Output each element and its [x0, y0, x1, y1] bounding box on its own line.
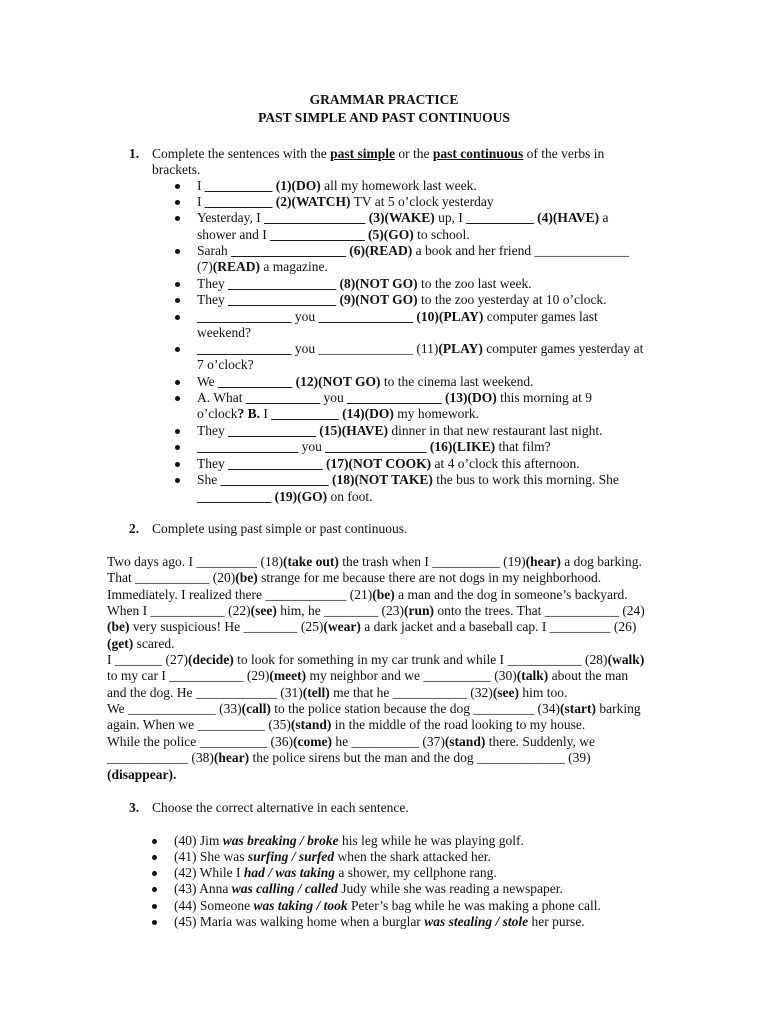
paragraph-line [107, 619, 636, 635]
text-segment: (43) Anna [174, 881, 232, 896]
text-segment: (7) [197, 259, 213, 274]
verb-prompt: __________ (1)(DO) [204, 178, 321, 193]
answer-choices: was calling / called [231, 881, 338, 896]
verb-prompt: ______________ (10)(PLAY) [318, 309, 484, 324]
text-segment: onto the trees. That ___________ (24) [433, 603, 645, 618]
list-item [197, 390, 592, 406]
bullet-icon [152, 855, 157, 860]
text-segment: strange for me because there are not dogs in my neighborhood. [257, 570, 602, 585]
instruction-underlined: past simple [330, 146, 395, 161]
text-segment: the bus to work this morning. She [432, 472, 619, 487]
bullet-icon [175, 249, 180, 254]
paragraph-line [107, 554, 642, 570]
text-segment: Yesterday, I [197, 210, 265, 225]
text-segment: you [298, 439, 326, 454]
text-segment: him too. [519, 685, 568, 700]
text-segment: barking [595, 701, 641, 716]
text-segment: very suspicious! He ________ (25) [129, 619, 324, 634]
instruction-text: Complete the sentences with the [152, 146, 331, 161]
text-segment: computer games last [483, 309, 598, 324]
bullet-icon [175, 200, 180, 205]
list-item [197, 357, 254, 373]
text-segment: him, he ________ (23) [276, 603, 404, 618]
list-item [197, 259, 328, 275]
text-segment: at 4 o’clock this afternoon. [431, 456, 580, 471]
bullet-icon [152, 871, 157, 876]
paragraph-line [107, 734, 595, 750]
verb-prompt: ________________ (18)(NOT TAKE) [220, 472, 433, 487]
bullet-icon [152, 887, 157, 892]
text-segment: that film? [495, 439, 551, 454]
list-item [197, 423, 602, 439]
verb-prompt: ________________ (8)(NOT GO) [228, 276, 418, 291]
verb-prompt: (wear) [323, 619, 361, 634]
section-2-number: 2. [129, 521, 140, 536]
text-segment: Immediately. I realized there ____________ (21) [107, 587, 373, 602]
text-segment: he __________ (37) [331, 734, 445, 749]
text-segment: to look for something in my car trunk and while I ___________ (28) [233, 652, 608, 667]
text-segment: you [320, 390, 348, 405]
bullet-icon [175, 347, 180, 352]
verb-prompt: (see) [250, 603, 277, 618]
text-segment: his leg while he was playing golf. [338, 833, 524, 848]
page-subtitle: PAST SIMPLE AND PAST CONTINUOUS [258, 110, 510, 125]
text-segment: They [197, 423, 229, 438]
bullet-icon [152, 920, 157, 925]
verb-prompt: (hear) [525, 554, 561, 569]
paragraph-line [107, 570, 601, 586]
text-segment: They [197, 276, 229, 291]
text-segment: She [197, 472, 221, 487]
verb-prompt: ___________ (12)(NOT GO) [218, 374, 381, 389]
text-segment: Judy while she was reading a newspaper. [337, 881, 563, 896]
bullet-icon [175, 216, 180, 221]
paragraph-line [107, 668, 628, 684]
text-segment: I [260, 406, 272, 421]
paragraph-line [107, 767, 176, 783]
text-segment: I _______ (27) [107, 652, 188, 667]
bullet-icon [175, 282, 180, 287]
list-item [197, 292, 607, 308]
verb-prompt: ________________ (9)(NOT GO) [228, 292, 418, 307]
text-segment: in the middle of the road looking to my house. [331, 717, 586, 732]
section-1-instruction-cont: brackets. [152, 162, 201, 177]
paragraph-line [107, 652, 644, 668]
bullet-icon [175, 298, 180, 303]
answer-choices: was taking / took [253, 898, 348, 913]
text-segment: a shower, my cellphone rang. [335, 865, 497, 880]
bullet-icon [152, 839, 157, 844]
paragraph-line [107, 750, 591, 766]
list-item [197, 227, 470, 243]
text-segment: me that he ___________ (32) [329, 685, 493, 700]
bullet-icon [175, 462, 180, 467]
text-segment: there. Suddenly, we [485, 734, 596, 749]
verb-prompt: __________ (14)(DO) [271, 406, 394, 421]
text-segment: Sarah [197, 243, 232, 258]
text-segment: a magazine. [260, 259, 328, 274]
list-item [197, 325, 251, 341]
list-item [197, 489, 372, 505]
list-item [174, 881, 563, 897]
bullet-icon [152, 904, 157, 909]
paragraph-line [107, 685, 567, 701]
verb-prompt: (stand) [290, 717, 332, 732]
text-segment: ____________ (38) [107, 750, 214, 765]
text-segment: (41) She was [174, 849, 248, 864]
verb-prompt: ? B. [237, 406, 260, 421]
text-segment: to the police station because the dog _________ (34) [270, 701, 560, 716]
verb-prompt: (be) [372, 587, 395, 602]
instruction-underlined: past continuous [432, 146, 524, 161]
list-item [197, 374, 533, 390]
text-segment: her purse. [528, 914, 585, 929]
text-segment: a dark jacket and a baseball cap. I _________ (26) [360, 619, 637, 634]
verb-prompt: _______________ (16)(LIKE) [325, 439, 496, 454]
list-item [197, 456, 580, 472]
text-segment: While the police __________ (36) [107, 734, 293, 749]
text-segment: my neighbor and we __________ (30) [306, 668, 517, 683]
bullet-icon [175, 315, 180, 320]
text-segment: about the man [548, 668, 629, 683]
text-segment: I [197, 178, 205, 193]
list-item [197, 341, 643, 357]
bullet-icon [175, 380, 180, 385]
verb-prompt: _________________ (6)(READ) [231, 243, 413, 258]
paragraph-line [107, 636, 174, 652]
text-segment: They [197, 292, 229, 307]
text-segment: to school. [413, 227, 470, 242]
text-segment: to the zoo yesterday at 10 o’clock. [417, 292, 607, 307]
verb-prompt: (decide) [188, 652, 234, 667]
list-item [197, 472, 619, 488]
list-item [197, 194, 494, 210]
text-segment: the police sirens but the man and the dog _____________ (39) [249, 750, 591, 765]
verb-prompt: (stand) [444, 734, 486, 749]
verb-prompt: ______________ [197, 309, 292, 324]
text-segment: (40) Jim [174, 833, 223, 848]
text-segment: a dog barking. [560, 554, 642, 569]
verb-prompt: ___________ [245, 390, 321, 405]
instruction-text: or the [394, 146, 433, 161]
text-segment: They [197, 456, 229, 471]
text-segment: all my homework last week. [320, 178, 477, 193]
paragraph-line [107, 701, 641, 717]
list-item [197, 439, 551, 455]
verb-prompt: _______________ [197, 439, 299, 454]
list-item [174, 865, 497, 881]
text-segment: dinner in that new restaurant last night. [388, 423, 603, 438]
verb-prompt: (READ) [212, 259, 260, 274]
text-segment: and the dog. He ____________ (31) [107, 685, 303, 700]
paragraph-line [107, 603, 645, 619]
bullet-icon [175, 429, 180, 434]
verb-prompt: ______________ (5)(GO) [270, 227, 414, 242]
verb-prompt: ______________ (17)(NOT COOK) [228, 456, 432, 471]
list-item [197, 178, 477, 194]
list-item [174, 849, 491, 865]
verb-prompt: (run) [403, 603, 434, 618]
verb-prompt: __________ (2)(WATCH) [204, 194, 351, 209]
verb-prompt: (meet) [269, 668, 307, 683]
text-segment: my homework. [393, 406, 479, 421]
section-1-number: 1. [129, 146, 140, 161]
verb-prompt: ___________ (19)(GO) [197, 489, 328, 504]
paragraph-line [107, 717, 585, 733]
list-item [197, 276, 532, 292]
text-segment: We [197, 374, 219, 389]
text-segment: 7 o’clock? [197, 357, 254, 372]
verb-prompt: (tell) [302, 685, 330, 700]
instruction-text: of the verbs in [523, 146, 605, 161]
verb-prompt: ______________ (13)(DO) [347, 390, 497, 405]
list-item [197, 406, 479, 422]
text-segment: (45) Maria was walking home when a burglar [174, 914, 425, 929]
verb-prompt: (see) [492, 685, 520, 700]
verb-prompt: (talk) [516, 668, 549, 683]
bullet-icon [175, 478, 180, 483]
verb-prompt: (be) [235, 570, 258, 585]
text-segment: to the cinema last weekend. [380, 374, 534, 389]
answer-choices: was stealing / stole [424, 914, 529, 929]
text-segment: When I ___________ (22) [107, 603, 251, 618]
verb-prompt: __________ (4)(HAVE) [466, 210, 600, 225]
text-segment: Peter’s bag while he was making a phone call. [347, 898, 601, 913]
text-segment: up, I [434, 210, 467, 225]
text-segment: on foot. [327, 489, 373, 504]
text-segment: A. What [197, 390, 246, 405]
section-3-instruction: Choose the correct alternative in each sentence. [152, 800, 409, 815]
list-item [197, 210, 609, 226]
list-item [174, 898, 601, 914]
text-segment: a man and the dog in someone’s backyard. [394, 587, 628, 602]
text-segment: o’clock [197, 406, 238, 421]
verb-prompt: (get) [107, 636, 134, 651]
verb-prompt: (come) [292, 734, 332, 749]
verb-prompt: _____________ (15)(HAVE) [228, 423, 388, 438]
text-segment: Two days ago. I _________ (18) [107, 554, 284, 569]
verb-prompt: (call) [241, 701, 271, 716]
list-item [197, 309, 598, 325]
list-item [174, 833, 524, 849]
verb-prompt: (take out) [283, 554, 339, 569]
text-segment: you ______________ (11) [291, 341, 439, 356]
text-segment: That ___________ (20) [107, 570, 236, 585]
verb-prompt: _______________ (3)(WAKE) [264, 210, 435, 225]
text-segment: (42) While I [174, 865, 244, 880]
section-3-number: 3. [129, 800, 140, 815]
verb-prompt: (disappear). [107, 767, 177, 782]
verb-prompt: ______________ [197, 341, 292, 356]
text-segment: to the zoo last week. [417, 276, 532, 291]
text-segment: I [197, 194, 205, 209]
text-segment: weekend? [197, 325, 251, 340]
text-segment: (44) Someone [174, 898, 254, 913]
text-segment: to my car I ___________ (29) [107, 668, 270, 683]
text-segment: TV at 5 o’clock yesterday [350, 194, 494, 209]
answer-choices: was breaking / broke [222, 833, 339, 848]
verb-prompt: (start) [559, 701, 596, 716]
answer-choices: had / was taking [243, 865, 336, 880]
text-segment: We _____________ (33) [107, 701, 242, 716]
verb-prompt: (walk) [607, 652, 645, 667]
text-segment: this morning at 9 [496, 390, 592, 405]
answer-choices: surfing / surfed [247, 849, 335, 864]
list-item [174, 914, 585, 930]
text-segment: the trash when I __________ (19) [338, 554, 526, 569]
text-segment: again. When we __________ (35) [107, 717, 291, 732]
paragraph-line [107, 587, 628, 603]
text-segment: when the shark attacked her. [334, 849, 491, 864]
bullet-icon [175, 184, 180, 189]
text-segment: a [599, 210, 609, 225]
verb-prompt: (hear) [213, 750, 250, 765]
page-title: GRAMMAR PRACTICE [309, 92, 459, 107]
verb-prompt: (be) [107, 619, 130, 634]
text-segment: you [291, 309, 319, 324]
text-segment: a book and her friend ______________ [412, 243, 629, 258]
list-item [197, 243, 629, 259]
section-2-instruction: Complete using past simple or past continuous. [152, 521, 408, 536]
bullet-icon [175, 445, 180, 450]
text-segment: shower and I [197, 227, 271, 242]
text-segment: computer games yesterday at [482, 341, 644, 356]
bullet-icon [175, 396, 180, 401]
text-segment: scared. [133, 636, 175, 651]
verb-prompt: (PLAY) [438, 341, 483, 356]
section-1-instruction [152, 146, 604, 162]
